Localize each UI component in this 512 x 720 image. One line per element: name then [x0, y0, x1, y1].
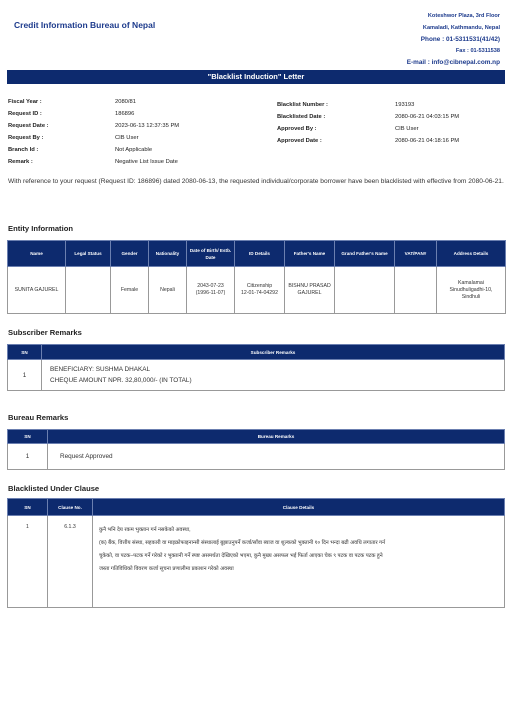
bureau-section-title: Bureau Remarks [8, 413, 69, 422]
address-line-1: Koteshwor Plaza, 3rd Floor [427, 13, 500, 19]
clause-details [93, 516, 505, 608]
meta-value: CIB User [115, 135, 139, 141]
meta-label: Approved By : [277, 126, 317, 132]
column-header: SN [8, 499, 48, 516]
entity-gender: Female [111, 267, 149, 314]
meta-value: 2080-06-21 04:03:15 PM [395, 114, 460, 120]
entity-grandfather-name [335, 267, 395, 314]
father-name-line: BISHNU PRASAD [288, 283, 331, 289]
table-header-row [8, 430, 505, 444]
email: E-mail : info@cibnepal.com.np [406, 59, 500, 66]
column-header: Gender [111, 241, 149, 267]
table-row [8, 444, 505, 470]
clause-line: कुनै भनि देय रकम भुक्तान गर्न नसकेको अवस्था, [99, 527, 191, 533]
column-header: Grand Father's Name [335, 241, 395, 267]
subscriber-remark [42, 360, 505, 391]
address-line: Sinudhuligadhi-10, [449, 286, 493, 293]
clause-line: जस्ता गतिविधिको विवरण कर्जा सूचना प्रणालीमा प्रकाशन गरेको अवस्था [99, 566, 234, 572]
fax: Fax : 01-5311538 [455, 47, 500, 54]
column-header: Clause Details [93, 499, 505, 516]
entity-legal-status [66, 267, 111, 314]
meta-left [8, 96, 179, 168]
table-row [8, 267, 506, 314]
table-header-row [8, 241, 506, 267]
column-header: Date of Birth/ Estb. Date [187, 241, 235, 267]
meta-right [277, 99, 459, 147]
entity-father-name [285, 267, 335, 314]
entity-address [437, 267, 506, 314]
column-header: Bureau Remarks [48, 430, 505, 444]
clause-section-title: Blacklisted Under Clause [8, 484, 100, 493]
id-number: 12-01-74-04292 [241, 290, 278, 296]
contact-block [407, 11, 500, 69]
subscriber-remarks-table [7, 344, 505, 391]
bureau-remarks-table [7, 429, 505, 470]
clause-line: (क) बैंक, वित्तीय संस्था, सहकारी वा माइक्रोफाइनान्सी संस्थालाई बुझाउनुपर्ने कर्जा/साँवा ब्याज वा शुल्कको भुक्तानी १० दिन भन्दा बढी अवधि लगातार गर्न [99, 540, 386, 546]
column-header: Clause No. [48, 499, 93, 516]
meta-row [8, 108, 179, 120]
org-name: Credit Information Bureau of Nepal [14, 20, 156, 30]
row-sn: 1 [8, 360, 42, 391]
meta-row [8, 132, 179, 144]
meta-value: Negative List Issue Date [115, 159, 178, 165]
blacklist-clause-table [7, 498, 505, 608]
id-type: Citizenship [246, 283, 273, 289]
meta-row [8, 144, 179, 156]
address-line: Kamalamai [458, 279, 484, 286]
table-row [8, 360, 505, 391]
meta-value: 2023-06-13 12:37:35 PM [115, 123, 180, 129]
column-header: Address Details [437, 241, 506, 267]
entity-dob [187, 267, 235, 314]
row-sn: 1 [8, 516, 48, 608]
phone: Phone : 01-5311531(41/42) [420, 36, 500, 43]
entity-nationality: Nepali [149, 267, 187, 314]
meta-label: Approved Date : [277, 138, 322, 144]
bureau-remark: Request Approved [48, 444, 505, 470]
meta-label: Fiscal Year : [8, 99, 42, 105]
column-header: SN [8, 345, 42, 360]
entity-section-title: Entity Information [8, 224, 73, 233]
meta-label: Remark : [8, 159, 33, 165]
meta-label: Request Date : [8, 123, 49, 129]
dob-bs: 2043-07-23 [197, 283, 224, 289]
column-header: SN [8, 430, 48, 444]
meta-row [277, 135, 459, 147]
meta-label: Blacklist Number : [277, 102, 328, 108]
entity-table [7, 240, 506, 314]
meta-label: Request By : [8, 135, 44, 141]
clause-line: चुकेको, वा पटक–पटक गर्ने गरेको र भुक्तानी गर्ने स्पष्ट असमर्थता देखिएको भएमा, कुनै मुख्य असफल भई फिर्ता आएका चेक ९ पटक वा पटक पटक हुने [99, 553, 383, 559]
table-header-row [8, 499, 505, 516]
column-header: VAT/PAN# [395, 241, 437, 267]
meta-row [277, 99, 459, 111]
meta-label: Branch Id : [8, 147, 39, 153]
meta-label: Request ID : [8, 111, 42, 117]
meta-row [8, 120, 179, 132]
meta-row [277, 123, 459, 135]
entity-name: SUNITA GAJUREL [8, 267, 66, 314]
table-header-row [8, 345, 505, 360]
clause-number: 6.1.3 [48, 516, 93, 608]
remark-line: BENEFICIARY: SUSHMA DHAKAL [50, 366, 151, 373]
address-line-2: Kamaladi, Kathmandu, Nepal [422, 24, 500, 31]
entity-vat-pan [395, 267, 437, 314]
subscriber-section-title: Subscriber Remarks [8, 328, 82, 337]
column-header: ID Details [235, 241, 285, 267]
meta-row [8, 96, 179, 108]
meta-label: Blacklisted Date : [277, 114, 326, 120]
column-header: Nationality [149, 241, 187, 267]
meta-value: Not Applicable [115, 147, 153, 153]
meta-value: 186896 [115, 111, 135, 117]
meta-value: 193193 [395, 102, 415, 108]
column-header: Father's Name [285, 241, 335, 267]
meta-row [8, 156, 179, 168]
meta-value: 2080/81 [115, 99, 136, 105]
dob-ad: (1996-11-07) [195, 290, 226, 296]
remark-line: CHEQUE AMOUNT NPR. 32,80,000/- (IN TOTAL) [50, 377, 192, 384]
address-line: Sindhuli [461, 293, 481, 300]
entity-id-details [235, 267, 285, 314]
row-sn: 1 [8, 444, 48, 470]
column-header: Name [8, 241, 66, 267]
table-row [8, 516, 505, 608]
meta-row [277, 111, 459, 123]
meta-value: 2080-06-21 04:18:16 PM [395, 138, 460, 144]
intro-paragraph: With reference to your request (Request ID: 186896) dated 2080-06-13, the requested individual/corporate borrower have been blacklisted with effective from 2080-06-21. [8, 178, 504, 185]
meta-value: CIB User [395, 126, 419, 132]
column-header: Subscriber Remarks [42, 345, 505, 360]
column-header: Legal Status [66, 241, 111, 267]
letter-title: "Blacklist Induction" Letter [7, 70, 505, 84]
father-name-line: GAJUREL [297, 290, 322, 296]
